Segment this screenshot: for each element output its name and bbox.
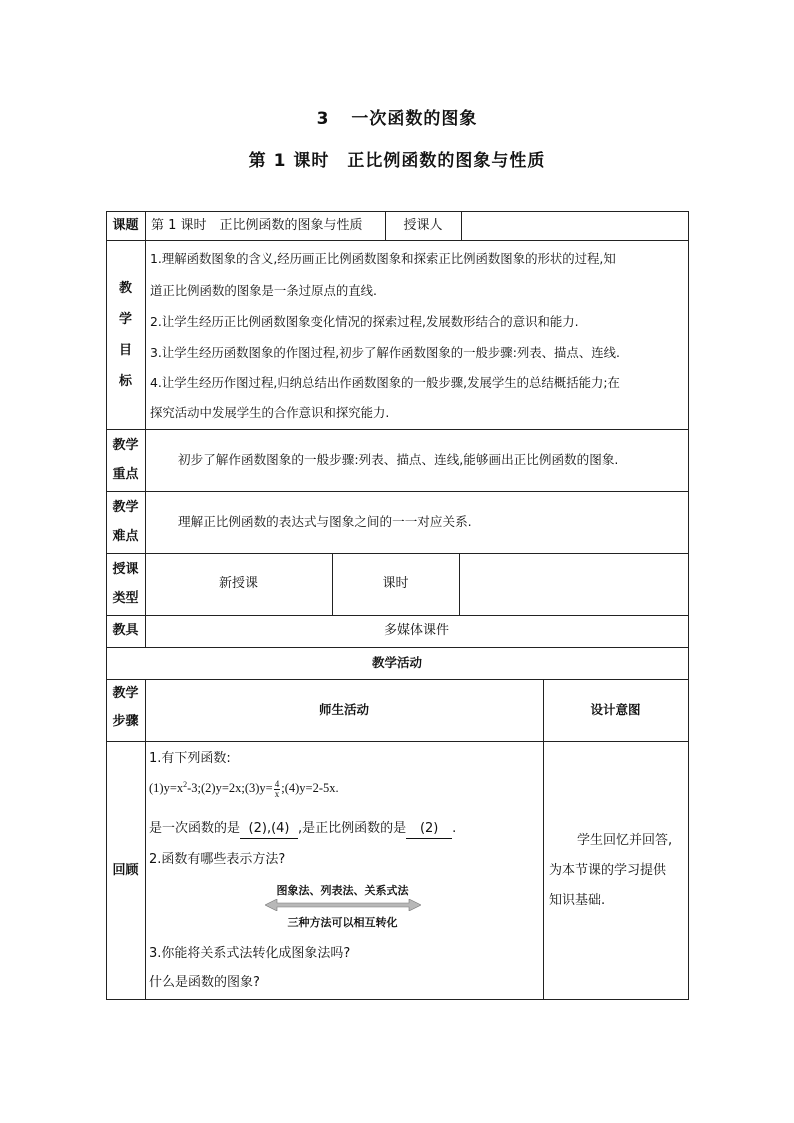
answer-blank-1: (2),(4): [240, 820, 298, 839]
col-line: [145, 679, 146, 1000]
row-line: [106, 615, 689, 616]
topic-label: 课题: [112, 218, 139, 233]
fraction-numerator: 4: [274, 778, 280, 789]
answer-prefix: 是一次函数的是: [149, 821, 241, 836]
row-line: [106, 647, 689, 648]
row-line: [106, 999, 689, 1000]
col-line: [459, 553, 460, 615]
design-line: 知识基础.: [549, 893, 606, 908]
design-line: 为本节课的学习提供: [549, 863, 667, 878]
tools-label: 教具: [112, 623, 139, 638]
row-line: [106, 429, 689, 430]
review-q3: 3.你能将关系式法转化成图象法吗?: [149, 946, 351, 961]
review-q4: 什么是函数的图象?: [149, 975, 260, 990]
lesson-prefix: 第 1 课时: [248, 151, 330, 171]
steps-label: 步骤: [112, 714, 139, 729]
tools-value: 多媒体课件: [383, 623, 449, 638]
chapter-title: [0, 104, 794, 129]
goals-label-char: 学: [118, 312, 132, 327]
chapter-number: 3: [316, 109, 330, 129]
row-line: [106, 491, 689, 492]
row-line: [106, 240, 689, 241]
difficulty-value: 理解正比例函数的表达式与图象之间的一一对应关系.: [178, 514, 472, 529]
row-line: [106, 741, 689, 742]
row-line: [106, 211, 689, 212]
review-label: 回顾: [112, 863, 139, 878]
steps-label: 教学: [112, 686, 139, 701]
difficulty-label: 教学: [112, 500, 139, 515]
goal-line: 1.理解函数图象的含义,经历画正比例函数图象和探索正比例函数图象的形状的过程,知: [150, 251, 616, 266]
type-value: 新授课: [218, 576, 258, 591]
hours-label: 课时: [382, 576, 409, 591]
goal-line: 3.让学生经历函数图象的作图过程,初步了解作函数图象的一般步骤:列表、描点、连线.: [150, 345, 620, 360]
formula-part: (1)y=x: [149, 781, 184, 795]
arrow-top-text: 图象法、列表法、关系式法: [276, 884, 409, 897]
goal-line: 2.让学生经历正比例函数图象变化情况的探索过程,发展数形结合的意识和能力.: [150, 314, 579, 329]
lesson-title-text: 正比例函数的图象与性质: [347, 151, 546, 171]
design-header: 设计意图: [590, 702, 641, 717]
review-q1: 1.有下列函数:: [149, 751, 231, 766]
formula-exponent: 2: [183, 779, 188, 789]
key-label: 重点: [112, 467, 139, 482]
topic-value: 第 1 课时 正比例函数的图象与性质: [151, 218, 363, 233]
goal-line: 探究活动中发展学生的合作意识和探究能力.: [150, 405, 390, 420]
teacher-label: 授课人: [403, 218, 443, 233]
col-line: [688, 211, 689, 1000]
difficulty-label: 难点: [112, 529, 139, 544]
formula-part: ;(4)y=2-5x.: [281, 781, 339, 795]
type-label: 授课: [112, 562, 139, 577]
formula-part: -3;(2)y=2x;(3)y=: [187, 781, 273, 795]
activity-header: 师生活动: [318, 702, 369, 717]
activities-header: 教学活动: [371, 655, 422, 670]
goals-label-char: 标: [118, 374, 132, 389]
row-line: [106, 553, 689, 554]
chapter-title-text: 一次函数的图象: [351, 109, 478, 129]
answer-end: .: [452, 821, 457, 836]
review-q2: 2.函数有哪些表示方法?: [149, 852, 286, 867]
fraction-denominator: x: [274, 788, 280, 799]
goals-label-char: 目: [118, 343, 132, 358]
double-arrow-icon: [265, 899, 421, 911]
key-value: 初步了解作函数图象的一般步骤:列表、描点、连线,能够画出正比例函数的图象.: [178, 452, 619, 467]
answer-blank-2: (2): [406, 820, 452, 839]
answer-mid: ,是正比例函数的是: [298, 821, 407, 836]
row-line: [106, 679, 689, 680]
design-line: 学生回忆并回答,: [577, 833, 673, 848]
goal-line: 4.让学生经历作图过程,归纳总结出作函数图象的一般步骤,发展学生的总结概括能力;在: [150, 375, 620, 390]
type-label: 类型: [112, 591, 139, 606]
lesson-title: [0, 146, 794, 171]
review-q1-answer-line: [149, 820, 456, 839]
review-formula: [149, 779, 339, 799]
formula-fraction: [274, 780, 281, 799]
goal-line: 道正比例函数的图象是一条过原点的直线.: [150, 283, 377, 298]
col-line: [461, 211, 462, 240]
arrow-bottom-text: 三种方法可以相互转化: [287, 916, 398, 929]
key-label: 教学: [112, 438, 139, 453]
goals-label-char: 教: [118, 281, 132, 296]
col-line: [543, 679, 544, 1000]
